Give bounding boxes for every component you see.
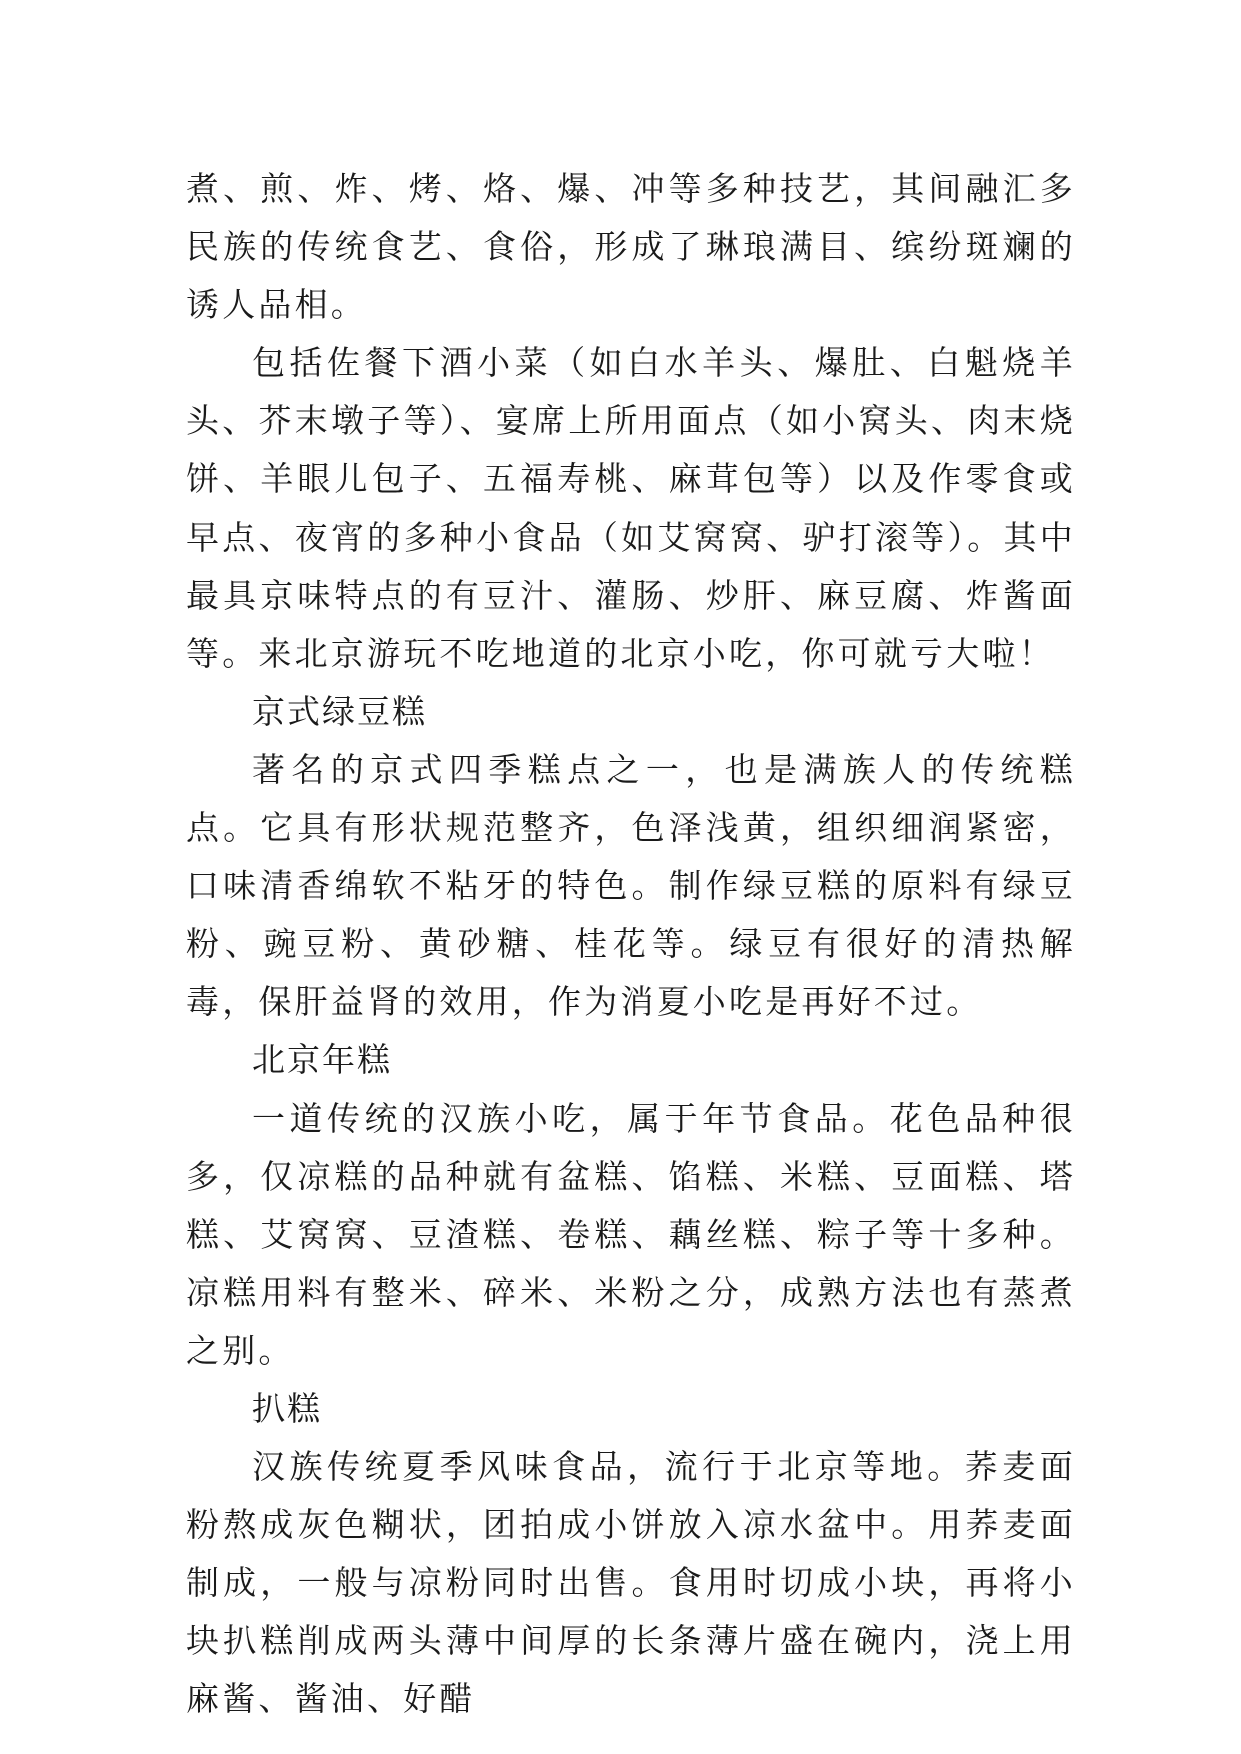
paragraph-intro-continued: 煮、煎、炸、烤、烙、爆、冲等多种技艺，其间融汇多民族的传统食艺、食俗，形成了琳琅满目、缤纷斑斓的诱人品相。: [186, 169, 1076, 325]
heading-mung-bean-cake: 京式绿豆糕: [252, 691, 427, 731]
heading-buckwheat-cake: 扒糕: [252, 1388, 322, 1428]
paragraph-beijing-rice-cake: 一道传统的汉族小吃，属于年节食品。花色品种很多，仅凉糕的品种就有盆糕、馅糕、米糕、豆面糕、塔糕、艾窝窝、豆渣糕、卷糕、藕丝糕、粽子等十多种。凉糕用料有整米、碎米、米粉之分，成熟方法也有蒸煮之别。: [186, 1098, 1076, 1370]
document-body: [186, 160, 1076, 1729]
heading-beijing-rice-cake: 北京年糕: [252, 1040, 392, 1080]
paragraph-buckwheat-cake: 汉族传统夏季风味食品，流行于北京等地。荞麦面粉熬成灰色糊状，团拍成小饼放入凉水盆中。用荞麦面制成，一般与凉粉同时出售。食用时切成小块，再将小块扒糕削成两头薄中间厚的长条薄片盛在碗内，浇上用麻酱、酱油、好醋: [186, 1447, 1076, 1719]
paragraph-mung-bean-cake: 著名的京式四季糕点之一，也是满族人的传统糕点。它具有形状规范整齐，色泽浅黄，组织细润紧密，口味清香绵软不粘牙的特色。制作绿豆糕的原料有绿豆粉、豌豆粉、黄砂糖、桂花等。绿豆有很好的清热解毒，保肝益肾的效用，作为消夏小吃是再好不过。: [186, 749, 1076, 1022]
paragraph-snacks-overview: 包括佐餐下酒小菜（如白水羊头、爆肚、白魁烧羊头、芥末墩子等）、宴席上所用面点（如小窝头、肉末烧饼、羊眼儿包子、五福寿桃、麻茸包等）以及作零食或早点、夜宵的多种小食品（如艾窝窝、驴打滚等）。其中最具京味特点的有豆汁、灌肠、炒肝、麻豆腐、炸酱面等。来北京游玩不吃地道的北京小吃，你可就亏大啦！: [186, 343, 1076, 673]
